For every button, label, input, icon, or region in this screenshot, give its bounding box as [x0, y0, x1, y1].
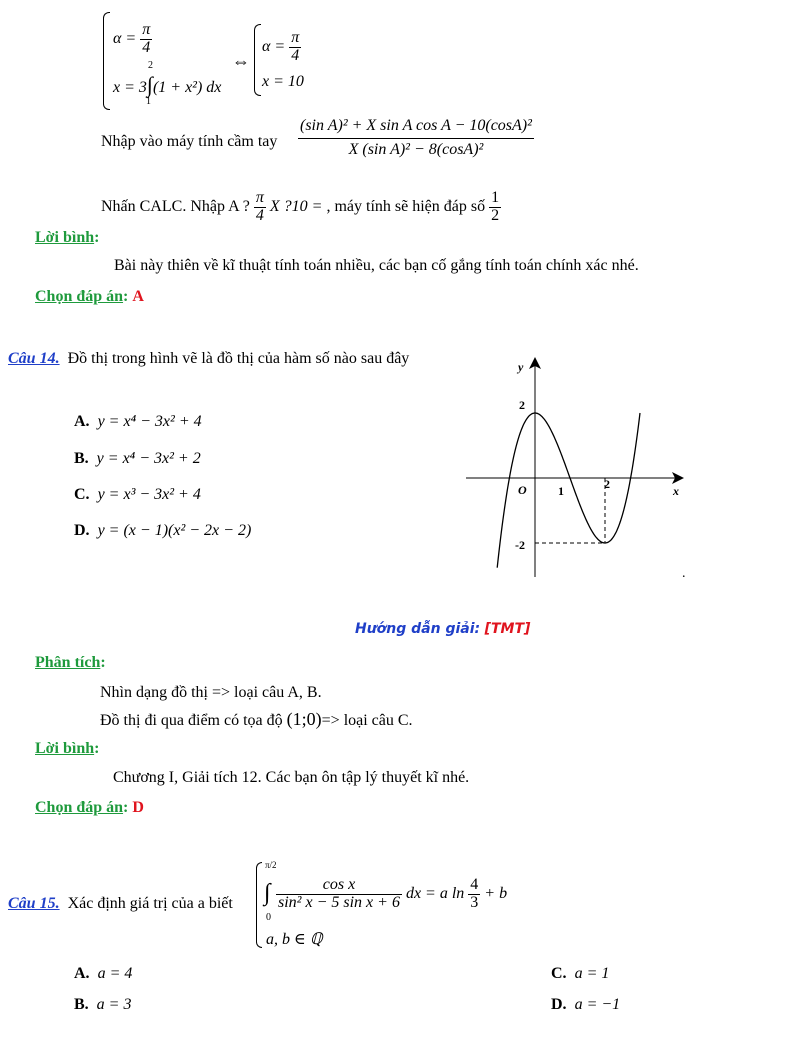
alpha-eq-right: α = $\frac{\pi}{4}$: [262, 29, 300, 64]
equiv-symbol: ⇔: [232, 51, 250, 71]
x-axis-label: x: [673, 484, 679, 498]
function-graph: [460, 345, 700, 590]
q15-equation: $\frac{\text{cos x}}{\text{sin² x − 5 sin x + 6}}$ dx = a ln $\frac{4}{3}$ + b: [278, 876, 508, 911]
int-lower: 1: [146, 96, 151, 107]
x-tick-2: 2: [604, 477, 610, 491]
q15-integral-sign: ∫: [264, 880, 271, 906]
alpha-eq-left: α = $\frac{\pi}{4}$: [113, 21, 151, 56]
q15-option-a[interactable]: A. a = 4: [74, 965, 133, 982]
q14-option-b[interactable]: B. y = x⁴ − 3x² + 2: [74, 450, 201, 467]
comment1-text: Bài này thiên về kĩ thuật tính toán nhiều, các bạn cố gắng tính toán chính xác nhé.: [114, 257, 639, 274]
answer2: Chọn đáp án: D: [35, 799, 144, 816]
q14-option-c[interactable]: C. y = x³ − 3x² + 4: [74, 486, 201, 503]
y-tick-neg2: -2: [515, 538, 525, 552]
dot-mark: .: [682, 566, 686, 581]
dashed-guides: [535, 478, 605, 543]
calc-fraction: $\frac{\text{(sin A)² + X sin A cos A − 10(cosA)²}}{\text{X (sin A)² − 8(cosA)²}}$: [300, 117, 532, 158]
analysis-line2: Đồ thị đi qua điểm có tọa độ (1;0)=> loại câu C.: [100, 709, 413, 729]
calc-intro-text: Nhập vào máy tính cầm tay: [101, 133, 278, 150]
comment1-label: Lời bình:: [35, 229, 100, 246]
y-tick-2: 2: [519, 398, 525, 412]
q15-brace: [256, 862, 262, 948]
guide-heading: Hướng dẫn giải: [TMT]: [355, 621, 531, 637]
q15-int-upper: π/2: [265, 860, 277, 870]
int-upper: 2: [148, 60, 153, 71]
q15-option-b[interactable]: B. a = 3: [74, 996, 132, 1013]
q15-condition: a, b ∈ ℚ: [266, 931, 323, 948]
answer1: Chọn đáp án: A: [35, 288, 144, 305]
q15-header: Câu 15. Xác định giá trị của a biết: [8, 895, 233, 912]
brace-left: [103, 12, 110, 110]
brace-right: [254, 24, 261, 96]
q14-option-d[interactable]: D. y = (x − 1)(x² − 2x − 2): [74, 522, 252, 539]
q15-option-c[interactable]: C. a = 1: [551, 965, 610, 982]
x-tick-1: 1: [558, 484, 564, 498]
y-axis-label: y: [518, 360, 524, 374]
calc-instruction: Nhấn CALC. Nhập A ? $\frac{\pi}{4}$ X ?10 = , máy tính sẽ hiện đáp số $\frac{1}{2}$: [101, 189, 500, 224]
q14-option-a[interactable]: A. y = x⁴ − 3x² + 4: [74, 413, 202, 430]
q14-header: Câu 14. Đồ thị trong hình vẽ là đồ thị của hàm số nào sau đây: [8, 350, 410, 367]
graph-axes: [466, 357, 684, 577]
x-eq-right: x = 10: [262, 73, 304, 90]
comment2-text: Chương I, Giải tích 12. Các bạn ôn tập lý thuyết kĩ nhé.: [113, 769, 470, 786]
q15-int-lower: 0: [266, 912, 271, 923]
analysis-line1: Nhìn dạng đồ thị => loại câu A, B.: [100, 684, 322, 701]
q15-option-d[interactable]: D. a = −1: [551, 996, 621, 1013]
x-eq-left: x = 3∫(1 + x²) dx: [113, 72, 222, 97]
analysis-label: Phân tích:: [35, 654, 106, 671]
origin-label: O: [518, 483, 527, 497]
comment2-label: Lời bình:: [35, 740, 100, 757]
